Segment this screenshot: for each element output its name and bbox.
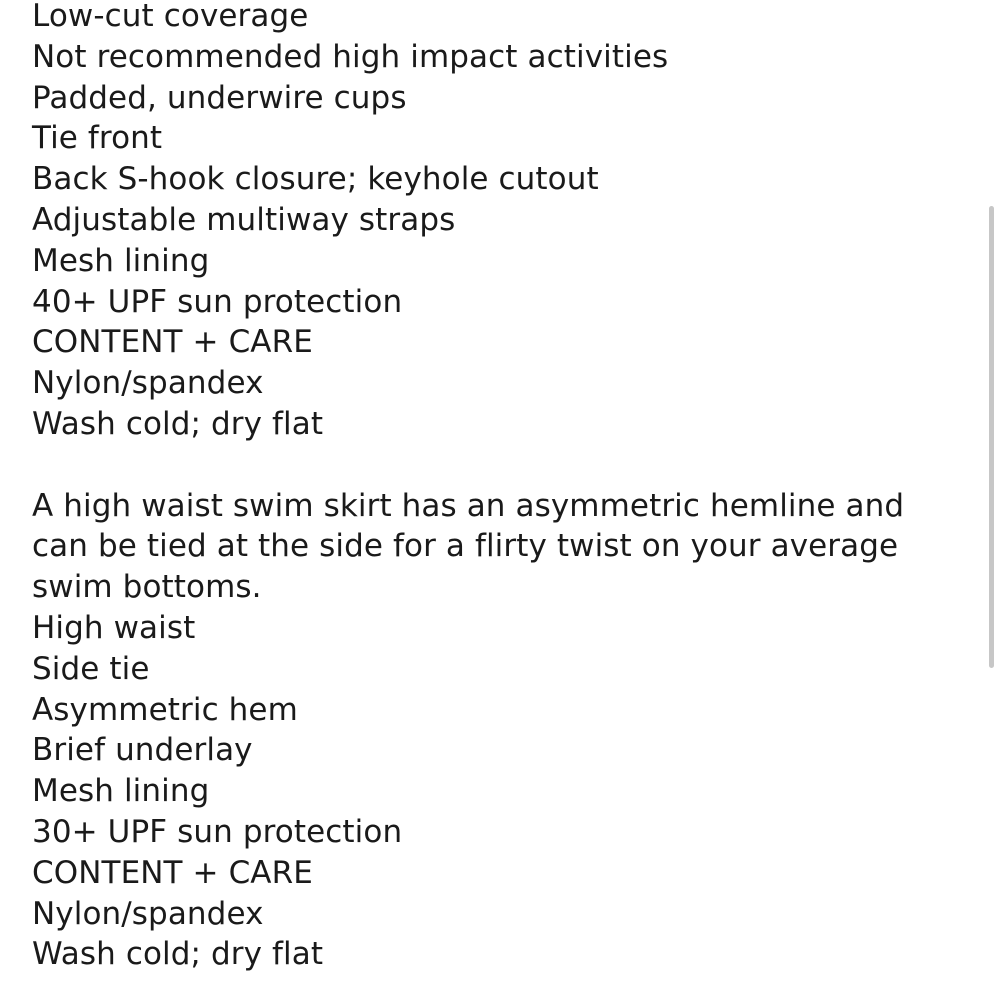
list-item: Nylon/spandex <box>32 895 264 932</box>
list-item: Back S-hook closure; keyhole cutout <box>32 161 599 198</box>
list-item: Mesh lining <box>32 773 210 810</box>
section-spacer <box>32 445 962 486</box>
list-item: Brief underlay <box>32 732 253 769</box>
list-item: Nylon/spandex <box>32 365 264 402</box>
list-item: Low-cut coverage <box>32 0 309 34</box>
top-features-list <box>32 0 962 445</box>
list-item: Tie front <box>32 120 163 157</box>
list-item: Adjustable multiway straps <box>32 201 456 238</box>
list-item: 40+ UPF sun protection <box>32 283 403 320</box>
list-item: Padded, underwire cups <box>32 79 407 116</box>
skirt-description: A high waist swim skirt has an asymmetric hemline and can be tied at the side for a flirty twist on your average swim bottoms. <box>32 487 905 606</box>
list-item: Wash cold; dry flat <box>32 936 324 973</box>
list-item: High waist <box>32 609 196 646</box>
list-item: Wash cold; dry flat <box>32 405 324 442</box>
content-care-heading: CONTENT + CARE <box>32 854 313 891</box>
content-care-heading: CONTENT + CARE <box>32 324 313 361</box>
product-description <box>32 0 962 975</box>
list-item: Side tie <box>32 650 150 687</box>
list-item: 30+ UPF sun protection <box>32 813 403 850</box>
list-item: Not recommended high impact activities <box>32 38 669 75</box>
skirt-features-list <box>32 608 962 975</box>
list-item: Mesh lining <box>32 242 210 279</box>
vertical-scrollbar[interactable] <box>989 206 994 668</box>
list-item: Asymmetric hem <box>32 691 298 728</box>
